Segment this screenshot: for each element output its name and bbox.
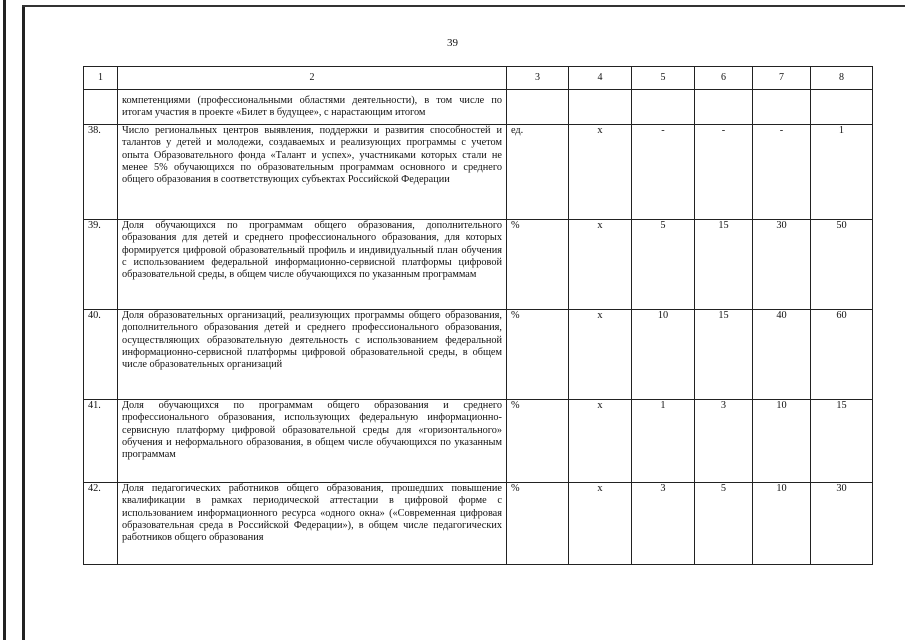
header-col-2: 2 — [118, 67, 507, 90]
table-row — [84, 482, 873, 564]
cell-description: Доля педагогических работников общего образования, прошедших повышение квалификации в рамках периодической аттестации в цифровой форме с использованием информационного ресурса «одного окна» («Современная цифровая образовательная среда в Российской Федерации»), в общем числе педагогических работников общего образования — [118, 482, 507, 564]
cell-col-7: 40 — [753, 309, 811, 399]
header-row — [84, 67, 873, 90]
indicators-table — [83, 66, 873, 565]
cell-col-8: 15 — [811, 399, 873, 482]
cell-col-5: 10 — [632, 309, 695, 399]
scan-border-top — [22, 5, 905, 7]
cell-col-4 — [569, 90, 632, 125]
header-col-7: 7 — [753, 67, 811, 90]
cell-col-6: 3 — [695, 399, 753, 482]
cell-col-6: 15 — [695, 219, 753, 309]
cell-col-8: 60 — [811, 309, 873, 399]
cell-col-6: 15 — [695, 309, 753, 399]
cell-num: 38. — [84, 124, 118, 219]
cell-num: 39. — [84, 219, 118, 309]
cell-col-7 — [753, 90, 811, 125]
cell-description: Доля образовательных организаций, реализующих программы общего образования, дополнительного образования детей и среднего профессионального образования, осуществляющих образовательную деятельность с использованием федеральной информационно-сервисной платформы цифровой образовательной среды, в общем числе образовательных организаций — [118, 309, 507, 399]
cell-col-6: 5 — [695, 482, 753, 564]
cell-col-7: 30 — [753, 219, 811, 309]
cell-col-4: х — [569, 124, 632, 219]
header-col-4: 4 — [569, 67, 632, 90]
cell-description: Доля обучающихся по программам общего образования и среднего профессионального образования, использующих федеральную информационно-сервисную платформу цифровой образовательной среды для «горизонтального» обучения и неформального образования, в общем числе обучающихся по указанным программам — [118, 399, 507, 482]
cell-col-5 — [632, 90, 695, 125]
header-col-5: 5 — [632, 67, 695, 90]
header-col-3: 3 — [507, 67, 569, 90]
cell-col-8: 30 — [811, 482, 873, 564]
scan-left-edge — [0, 0, 13, 640]
cell-col-6: - — [695, 124, 753, 219]
cell-unit: % — [507, 399, 569, 482]
header-col-1: 1 — [84, 67, 118, 90]
table-row — [84, 399, 873, 482]
cell-col-8 — [811, 90, 873, 125]
cell-col-4: х — [569, 399, 632, 482]
cell-unit: % — [507, 482, 569, 564]
scan-border-left — [22, 5, 25, 640]
table-row — [84, 124, 873, 219]
cell-col-6 — [695, 90, 753, 125]
table-row-continuation — [84, 90, 873, 125]
cell-description: Число региональных центров выявления, поддержки и развития способностей и талантов у детей и молодежи, создаваемых и реализующих программы с учетом опыта Образовательного фонда «Талант и успех», участниками которых стали не менее 5% обучающихся по образовательным программам основного и среднего общего образования в соответствующих субъектах Российской Федерации — [118, 124, 507, 219]
cell-col-5: - — [632, 124, 695, 219]
cell-col-7: 10 — [753, 482, 811, 564]
cell-col-5: 5 — [632, 219, 695, 309]
cell-unit — [507, 90, 569, 125]
cell-num: 41. — [84, 399, 118, 482]
cell-col-8: 1 — [811, 124, 873, 219]
cell-unit: ед. — [507, 124, 569, 219]
table-row — [84, 309, 873, 399]
cell-col-5: 1 — [632, 399, 695, 482]
cell-description: компетенциями (профессиональными областями деятельности), в том числе по итогам участия в проекте «Билет в будущее», с нарастающим итогом — [118, 90, 507, 125]
table-row — [84, 219, 873, 309]
cell-col-5: 3 — [632, 482, 695, 564]
cell-col-7: - — [753, 124, 811, 219]
cell-num: 40. — [84, 309, 118, 399]
header-col-8: 8 — [811, 67, 873, 90]
cell-col-4: х — [569, 482, 632, 564]
cell-unit: % — [507, 309, 569, 399]
cell-num: 42. — [84, 482, 118, 564]
cell-col-4: х — [569, 219, 632, 309]
cell-col-4: х — [569, 309, 632, 399]
cell-num — [84, 90, 118, 125]
cell-col-7: 10 — [753, 399, 811, 482]
cell-description: Доля обучающихся по программам общего образования, дополнительного образования для детей и среднего профессионального образования, для которых формируется цифровой образовательный профиль и индивидуальный план обучения с использованием федеральной информационно-сервисной платформы цифровой образовательной среды, в общем числе обучающихся по указанным программам — [118, 219, 507, 309]
cell-col-8: 50 — [811, 219, 873, 309]
page-number: 39 — [447, 37, 458, 49]
header-col-6: 6 — [695, 67, 753, 90]
cell-unit: % — [507, 219, 569, 309]
